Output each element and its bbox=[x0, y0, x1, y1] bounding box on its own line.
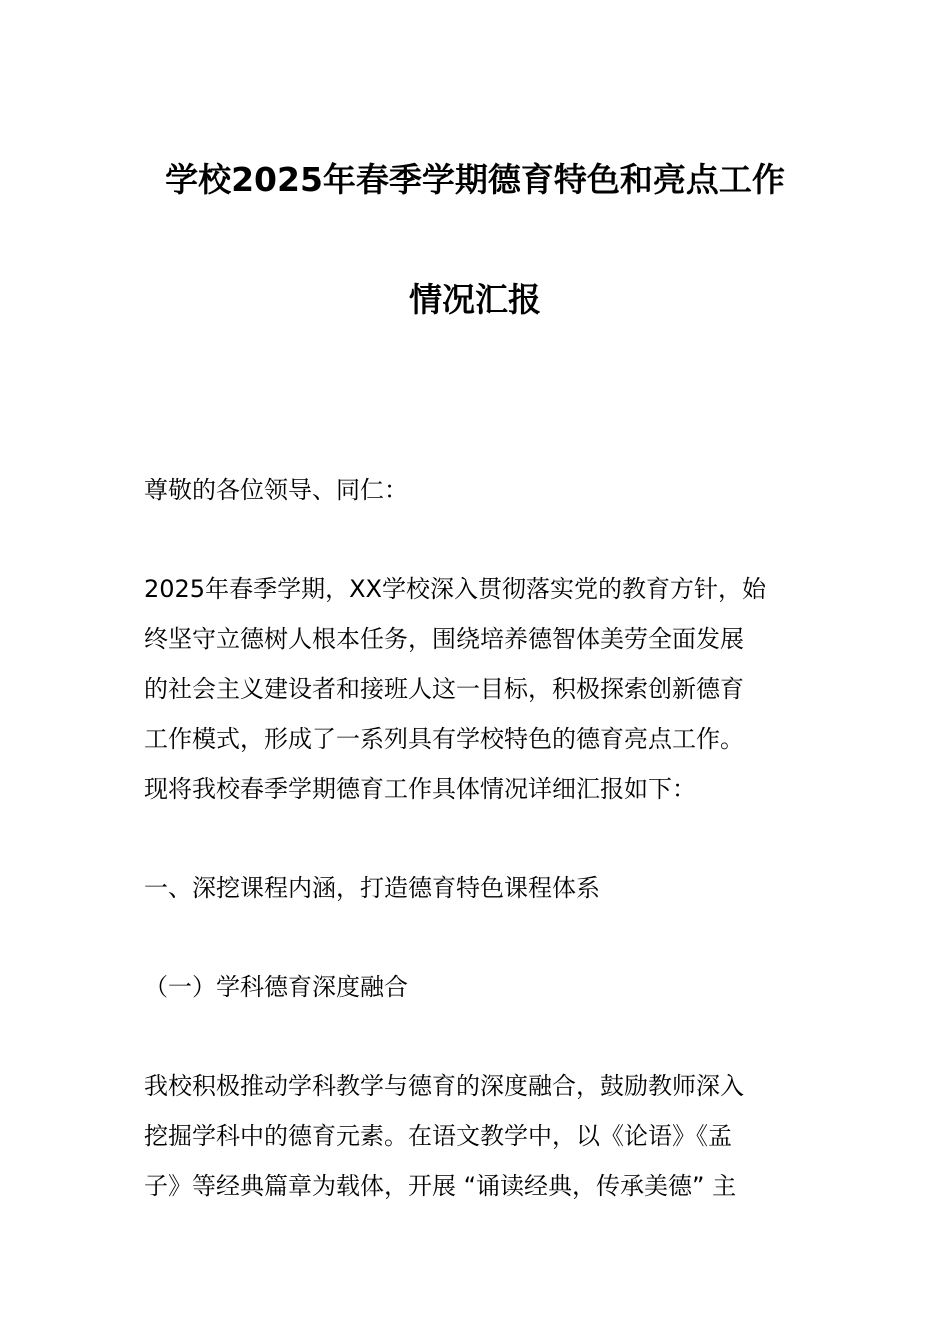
paragraph-line: 工作模式，形成了一系列具有学校特色的德育亮点工作。 bbox=[144, 725, 744, 753]
document-title-line-2: 情况汇报 bbox=[409, 280, 541, 319]
paragraph-line: 现将我校春季学期德育工作具体情况详细汇报如下： bbox=[144, 775, 696, 803]
paragraph-line: 的社会主义建设者和接班人这一目标，积极探索创新德育 bbox=[144, 675, 744, 703]
document-title-line-1: 学校2025年春季学期德育特色和亮点工作 bbox=[165, 160, 785, 199]
intro-paragraph bbox=[144, 564, 809, 814]
paragraph-line: 挖掘学科中的德育元素。在语文教学中，以《论语》《孟 bbox=[144, 1122, 732, 1150]
section-heading: 一、深挖课程内涵，打造德育特色课程体系 bbox=[144, 874, 600, 902]
paragraph-line: 终坚守立德树人根本任务，围绕培养德智体美劳全面发展 bbox=[144, 625, 744, 653]
paragraph-line: 我校积极推动学科教学与德育的深度融合，鼓励教师深入 bbox=[144, 1072, 744, 1100]
subsection-heading: （一）学科德育深度融合 bbox=[144, 973, 408, 1001]
greeting: 尊敬的各位领导、同仁： bbox=[144, 476, 408, 504]
paragraph-line: 子》等经典篇章为载体，开展 “诵读经典，传承美德” 主 bbox=[144, 1172, 737, 1200]
subsection-paragraph bbox=[144, 1061, 809, 1211]
paragraph-line: 2025年春季学期，XX学校深入贯彻落实党的教育方针，始 bbox=[144, 575, 766, 603]
